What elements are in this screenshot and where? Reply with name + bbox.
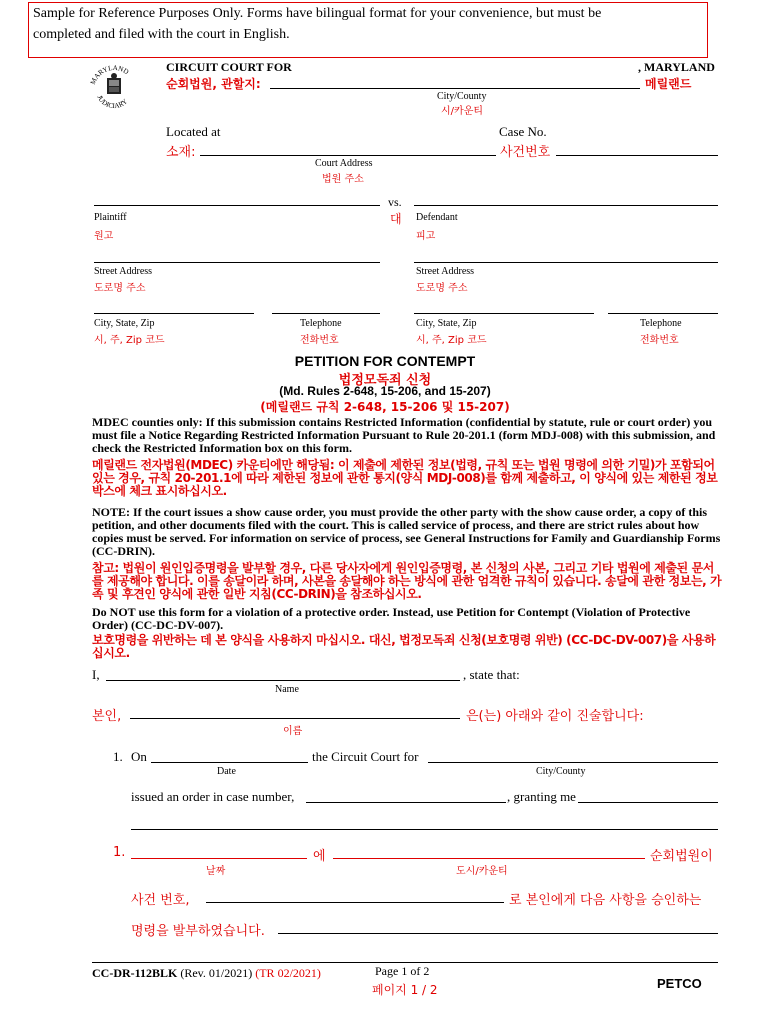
svg-text:JUDICIARY: JUDICIARY xyxy=(95,94,129,111)
plaintiff-street-caption-ko: 도로명 주소 xyxy=(94,283,146,294)
order-case-number-field-ko[interactable] xyxy=(206,902,504,903)
court-address-field[interactable] xyxy=(200,155,496,156)
service-note-ko: 참고: 법원이 원인입증명령을 발부할 경우, 다른 당사자에게 원인입증명령, 본 신청의 사본, 그리고 기타 법원에 제출된 문서를 제공해야 합니다. 이를 송달이라 하며, 사본을 송달해야 하는 방식에 관한 엄격한 규칙이 있습니다. 송달에 관한 정보는, 가족 및 후견인 양식에 관한 일반 지침(CC-DRIN)을 참조하십시오. xyxy=(92,561,722,601)
petitioner-name-field[interactable] xyxy=(106,680,460,681)
sample-notice-line2: completed and filed with the court in English. xyxy=(33,27,290,42)
item-number-ko: 1. xyxy=(113,845,126,860)
court-address-caption: Court Address xyxy=(315,158,373,169)
granting-label: , granting me xyxy=(507,789,576,804)
protective-order-warning-ko: 보호명령을 위반하는 데 본 양식을 사용하지 마십시오. 대신, 법정모독죄 신청(보호명령 위반) (CC-DC-DV-007)을 사용하십시오. xyxy=(92,633,716,660)
on-label: On xyxy=(131,749,147,764)
city-county-caption: City/County xyxy=(437,91,487,102)
citycounty-caption-ko: 도시/카운티 xyxy=(456,866,508,877)
case-number-field[interactable] xyxy=(556,155,718,156)
plaintiff-phone-caption: Telephone xyxy=(300,318,342,329)
state-that-label: , state that: xyxy=(463,667,520,682)
form-title-ko: 법정모독죄 신청 xyxy=(338,373,432,388)
granting-label-ko: 로 본인에게 다음 사항을 승인하는 xyxy=(509,893,702,908)
page-number: Page 1 of 2 xyxy=(375,964,430,978)
plaintiff-phone-field[interactable] xyxy=(272,313,380,314)
defendant-csz-field[interactable] xyxy=(414,313,594,314)
form-revision: (Rev. 01/2021) xyxy=(180,966,253,980)
order-case-number-field[interactable] xyxy=(306,802,506,803)
plaintiff-csz-caption-ko: 시, 주, Zip 코드 xyxy=(94,335,165,346)
petitioner-name-field-ko[interactable] xyxy=(130,718,460,719)
sample-notice-line1: Sample for Reference Purposes Only. Forms have bilingual format for your convenience, but must be xyxy=(33,6,602,21)
defendant-phone-caption: Telephone xyxy=(640,318,682,329)
case-no-label: Case No. xyxy=(499,124,547,139)
order-date-field[interactable] xyxy=(151,762,308,763)
service-note: NOTE: If the court issues a show cause order, you must provide the other party with the show cause order, a copy of this petition, and other documents filed with the court. This is called service of process, and there are strict rules about how copies must be served. For information on service of process, see General Instructions for Family and Guardianship Forms (CC-DRIN). xyxy=(92,505,721,558)
name-caption: Name xyxy=(275,684,299,695)
defendant-caption: Defendant xyxy=(416,212,458,223)
court-address-caption-ko: 법원 주소 xyxy=(322,174,364,185)
svg-text:MARYLAND: MARYLAND xyxy=(88,63,131,86)
maryland-judiciary-seal-icon xyxy=(88,60,140,114)
court-county-field[interactable] xyxy=(270,88,640,89)
order-county-field[interactable] xyxy=(428,762,718,763)
defendant-phone-field[interactable] xyxy=(608,313,718,314)
defendant-street-field[interactable] xyxy=(414,262,718,263)
defendant-street-caption: Street Address xyxy=(416,266,475,277)
date-caption-ko: 날짜 xyxy=(206,866,226,877)
defendant-csz-caption-ko: 시, 주, Zip 코드 xyxy=(416,335,487,346)
plaintiff-street-caption: Street Address xyxy=(94,266,153,277)
plaintiff-csz-field[interactable] xyxy=(94,313,254,314)
name-caption-ko: 이름 xyxy=(283,726,303,737)
circuit-court-label: the Circuit Court for xyxy=(312,749,419,764)
rules-citation-ko: (메릴랜드 규칙 2-648, 15-206 및 15-207) xyxy=(260,400,510,414)
form-translation-revision: (TR 02/2021) xyxy=(255,966,321,980)
located-at-label: Located at xyxy=(166,124,221,139)
case-number-label-ko: 사건 번호, xyxy=(131,893,190,908)
issued-order-label-ko: 명령을 발부하였습니다. xyxy=(131,924,265,939)
form-id-block xyxy=(92,966,321,981)
defendant-name-field[interactable] xyxy=(414,205,718,206)
plaintiff-caption: Plaintiff xyxy=(94,212,127,223)
plaintiff-phone-caption-ko: 전화번호 xyxy=(300,335,339,346)
defendant-caption-ko: 피고 xyxy=(416,231,436,242)
plaintiff-street-field[interactable] xyxy=(94,262,380,263)
date-caption: Date xyxy=(217,766,236,777)
vs-label-ko: 대 xyxy=(390,212,402,226)
state-label-ko: 메릴랜드 xyxy=(645,77,692,91)
court-label: CIRCUIT COURT FOR xyxy=(166,60,292,74)
mdec-instructions-ko: 메릴랜드 전자법원(MDEC) 카운티에만 해당됨: 이 제출에 제한된 정보(법령, 규칙 또는 법원 명령에 의한 기밀)가 포함되어 있는 경우, 규칙 20-201.1에 따라 제한된 정보에 관한 통지(양식 MDJ-008)를 함께 제출하고, 이 양식에 있는 제한된 정보 박스에 체크 표시하십시오. xyxy=(92,458,718,498)
citycounty-caption: City/County xyxy=(536,766,586,777)
form-code: PETCO xyxy=(657,976,702,991)
order-date-field-ko[interactable] xyxy=(131,858,307,859)
plaintiff-caption-ko: 원고 xyxy=(94,231,114,242)
defendant-street-caption-ko: 도로명 주소 xyxy=(416,283,468,294)
protective-order-warning: Do NOT use this form for a violation of a protective order. Instead, use Petition for Contempt (Violation of Protective Order) (CC-DC-DV-007). xyxy=(92,605,691,632)
i-label-ko: 본인, xyxy=(92,709,122,724)
i-label: I, xyxy=(92,667,100,682)
city-county-caption-ko: 시/카운티 xyxy=(441,106,484,117)
granting-field[interactable] xyxy=(578,802,718,803)
mdec-instructions: MDEC counties only: If this submission contains Restricted Information (confidential by statute, rule or court order) you must file a Notice Regarding Restricted Information Pursuant to Rule 20-201.1 (form MDJ-008) with this submission, and check the Restricted Information box on this form. xyxy=(92,415,716,455)
defendant-csz-caption: City, State, Zip xyxy=(416,318,477,329)
issued-order-label: issued an order in case number, xyxy=(131,789,295,804)
rules-citation: (Md. Rules 2-648, 15-206, and 15-207) xyxy=(279,384,491,398)
form-title: PETITION FOR CONTEMPT xyxy=(294,353,476,369)
granting-continued-field[interactable] xyxy=(131,829,718,830)
state-that-label-ko: 은(는) 아래와 같이 진술합니다: xyxy=(466,709,644,724)
court-label-ko: 순회법원, 관할지: xyxy=(166,77,261,91)
state-label: , MARYLAND xyxy=(638,60,715,74)
on-label-ko: 에 xyxy=(313,849,326,864)
vs-label: vs. xyxy=(388,195,402,209)
form-id: CC-DR-112BLK xyxy=(92,966,178,980)
case-no-label-ko: 사건번호 xyxy=(500,145,551,160)
plaintiff-name-field[interactable] xyxy=(94,205,380,206)
circuit-court-label-ko: 순회법원이 xyxy=(650,849,713,864)
granting-field-ko[interactable] xyxy=(278,933,718,934)
order-county-field-ko[interactable] xyxy=(333,858,645,859)
plaintiff-csz-caption: City, State, Zip xyxy=(94,318,155,329)
defendant-phone-caption-ko: 전화번호 xyxy=(640,335,679,346)
page-number-ko: 페이지 1 / 2 xyxy=(372,983,438,997)
footer-divider xyxy=(92,962,718,963)
sample-notice-box xyxy=(28,2,708,58)
located-at-label-ko: 소재: xyxy=(166,145,196,160)
item-number: 1. xyxy=(113,749,123,764)
